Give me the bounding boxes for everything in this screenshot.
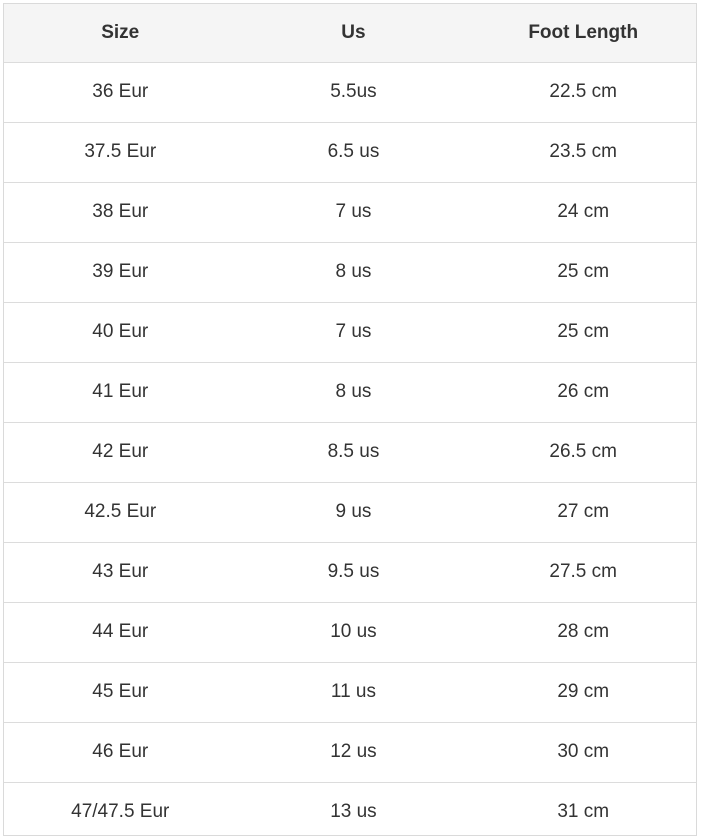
table-row bbox=[4, 62, 696, 122]
cell-us: 11 us bbox=[237, 662, 471, 722]
cell-foot-length: 23.5 cm bbox=[470, 122, 696, 182]
table-row bbox=[4, 302, 696, 362]
cell-foot-length: 29 cm bbox=[470, 662, 696, 722]
cell-foot-length: 24 cm bbox=[470, 182, 696, 242]
cell-size: 46 Eur bbox=[4, 722, 237, 782]
cell-size: 38 Eur bbox=[4, 182, 237, 242]
size-chart-table-container bbox=[3, 3, 697, 836]
cell-size: 43 Eur bbox=[4, 542, 237, 602]
cell-us: 9 us bbox=[237, 482, 471, 542]
cell-foot-length: 26.5 cm bbox=[470, 422, 696, 482]
table-row bbox=[4, 362, 696, 422]
table-row bbox=[4, 542, 696, 602]
table-row bbox=[4, 122, 696, 182]
table-row bbox=[4, 722, 696, 782]
cell-foot-length: 28 cm bbox=[470, 602, 696, 662]
header-size: Size bbox=[4, 4, 237, 62]
table-body bbox=[4, 62, 696, 836]
cell-us: 5.5us bbox=[237, 62, 471, 122]
cell-us: 8 us bbox=[237, 362, 471, 422]
cell-foot-length: 31 cm bbox=[557, 801, 610, 823]
cell-size: 47/47.5 Eur bbox=[71, 801, 170, 823]
cell-foot-length: 22.5 cm bbox=[470, 62, 696, 122]
cell-size: 37.5 Eur bbox=[4, 122, 237, 182]
table-row bbox=[4, 602, 696, 662]
table-row bbox=[4, 422, 696, 482]
cell-size: 42.5 Eur bbox=[4, 482, 237, 542]
cell-us: 6.5 us bbox=[237, 122, 471, 182]
cell-size: 42 Eur bbox=[4, 422, 237, 482]
cell-us: 10 us bbox=[237, 602, 471, 662]
cell-foot-length: 27.5 cm bbox=[470, 542, 696, 602]
cell-size: 44 Eur bbox=[4, 602, 237, 662]
cell-us: 8 us bbox=[237, 242, 471, 302]
table-header bbox=[4, 4, 696, 62]
cell-foot-length: 26 cm bbox=[470, 362, 696, 422]
cell-size: 41 Eur bbox=[4, 362, 237, 422]
cell-us: 12 us bbox=[237, 722, 471, 782]
table-row bbox=[4, 242, 696, 302]
header-us: Us bbox=[237, 4, 471, 62]
cell-us: 9.5 us bbox=[237, 542, 471, 602]
header-foot-length: Foot Length bbox=[470, 4, 696, 62]
header-row bbox=[4, 4, 696, 62]
table-row bbox=[4, 782, 696, 836]
size-chart-table bbox=[4, 4, 696, 836]
cell-us: 13 us bbox=[330, 801, 377, 823]
cell-us: 7 us bbox=[237, 302, 471, 362]
cell-foot-length: 25 cm bbox=[470, 242, 696, 302]
cell-size: 45 Eur bbox=[4, 662, 237, 722]
table-row bbox=[4, 182, 696, 242]
cell-foot-length: 30 cm bbox=[470, 722, 696, 782]
cell-size: 40 Eur bbox=[4, 302, 237, 362]
cell-foot-length: 27 cm bbox=[470, 482, 696, 542]
cell-size: 39 Eur bbox=[4, 242, 237, 302]
cell-us: 8.5 us bbox=[237, 422, 471, 482]
cell-size: 36 Eur bbox=[4, 62, 237, 122]
table-row bbox=[4, 662, 696, 722]
cell-foot-length: 25 cm bbox=[470, 302, 696, 362]
table-row bbox=[4, 482, 696, 542]
cell-us: 7 us bbox=[237, 182, 471, 242]
